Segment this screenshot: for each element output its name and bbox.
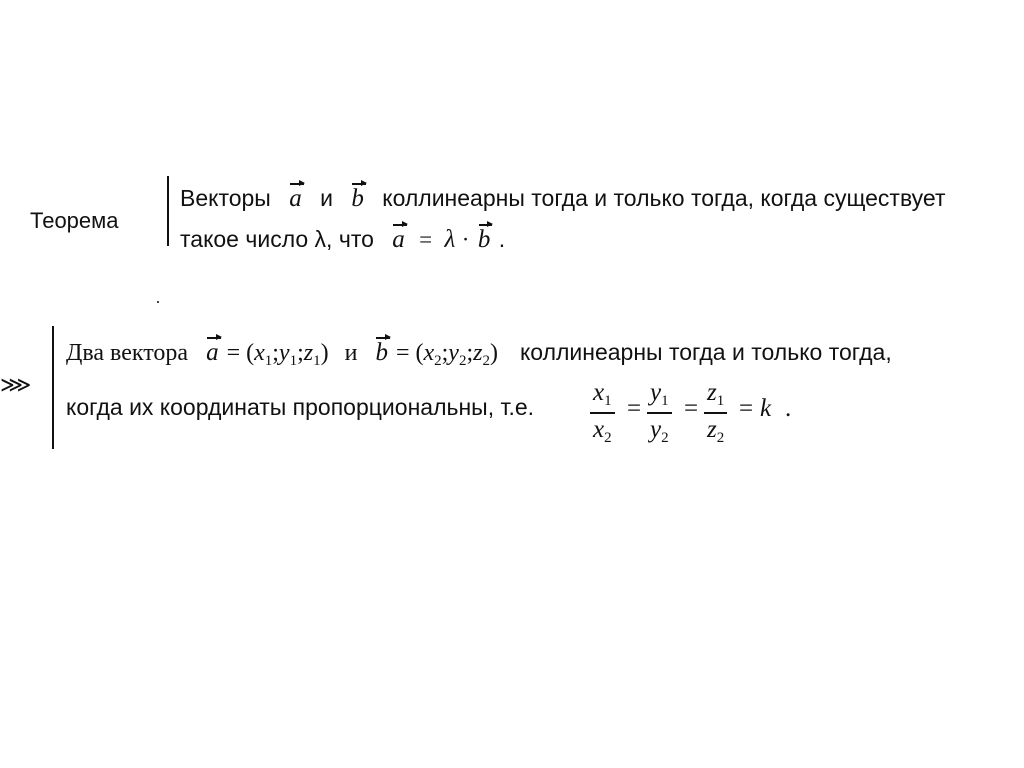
theorem-line-2 — [180, 227, 505, 252]
sub-1: 1 — [661, 393, 669, 409]
y-var: y — [448, 340, 459, 366]
vector-b-coords: b — [375, 339, 388, 366]
x-num: x — [593, 379, 605, 406]
sep: ; — [272, 340, 279, 366]
statement-period: . — [785, 395, 792, 422]
and-word-2: и — [344, 340, 358, 366]
statement-line-2: когда их координаты пропорциональны, т.е. — [66, 394, 535, 420]
sub-2: 2 — [458, 353, 467, 369]
equals-sign: = — [419, 227, 433, 252]
z-var: z — [473, 340, 483, 366]
statement-suffix: коллинеарны тогда и только тогда, — [519, 339, 892, 365]
sub-1: 1 — [716, 393, 725, 409]
sub-2: 2 — [482, 353, 490, 369]
lambda-symbol: λ — [444, 226, 456, 253]
implication-marker-icon: ⋙ — [0, 373, 30, 398]
z-var: z — [303, 340, 314, 366]
equals-2: = — [684, 395, 699, 422]
and-word: и — [320, 185, 333, 211]
b-coords-open: = ( — [395, 340, 424, 366]
fraction-z — [704, 380, 727, 446]
theorem-text-suffix: коллинеарны тогда и только тогда, когда существует — [382, 185, 946, 211]
y-den: y — [650, 415, 662, 443]
close-paren: ) — [320, 340, 329, 366]
theorem-text-prefix: Векторы — [180, 185, 271, 211]
sep: ; — [466, 340, 474, 366]
stray-dot — [157, 301, 159, 303]
equals-3: = — [739, 395, 754, 422]
sep: ; — [441, 340, 449, 366]
fraction-bar — [647, 412, 672, 414]
sub-1: 1 — [264, 353, 273, 369]
close-paren: ) — [489, 340, 498, 366]
y-num: y — [650, 379, 662, 406]
theorem-period: . — [498, 226, 506, 252]
sub-2: 2 — [716, 429, 725, 446]
k-constant: k — [760, 395, 772, 422]
sub-1: 1 — [604, 393, 612, 409]
y-var: y — [278, 340, 290, 366]
dot-operator: · — [461, 227, 470, 252]
vector-b-eq: b — [477, 226, 491, 253]
a-coords-open: = ( — [226, 340, 255, 366]
sub-1: 1 — [289, 353, 298, 369]
theorem-line-1 — [180, 186, 946, 211]
sep: ; — [297, 340, 304, 366]
x-var: x — [254, 340, 265, 366]
fraction-bar — [704, 412, 727, 414]
theorem-label: Теорема — [30, 208, 119, 233]
fraction-bar — [590, 412, 615, 414]
sub-2: 2 — [434, 353, 442, 369]
statement-line-1 — [66, 340, 892, 369]
fraction-y — [647, 380, 672, 446]
vector-a-eq: a — [392, 226, 405, 253]
x-den: x — [593, 415, 605, 443]
sub-2: 2 — [604, 429, 612, 446]
equals-1: = — [627, 395, 642, 422]
sub-1: 1 — [313, 353, 321, 369]
vector-b: b — [351, 185, 364, 212]
z-num: z — [707, 379, 717, 406]
vector-a: a — [289, 185, 302, 212]
statement-divider — [52, 326, 54, 449]
theorem-divider — [167, 176, 169, 246]
sub-2: 2 — [661, 429, 669, 446]
statement-prefix: Два вектора — [66, 340, 189, 366]
z-den: z — [707, 415, 717, 443]
vector-a-coords: a — [206, 339, 219, 366]
x-var: x — [423, 340, 435, 366]
theorem-text-line2: такое число λ, что — [180, 226, 374, 252]
fraction-x — [590, 380, 615, 446]
